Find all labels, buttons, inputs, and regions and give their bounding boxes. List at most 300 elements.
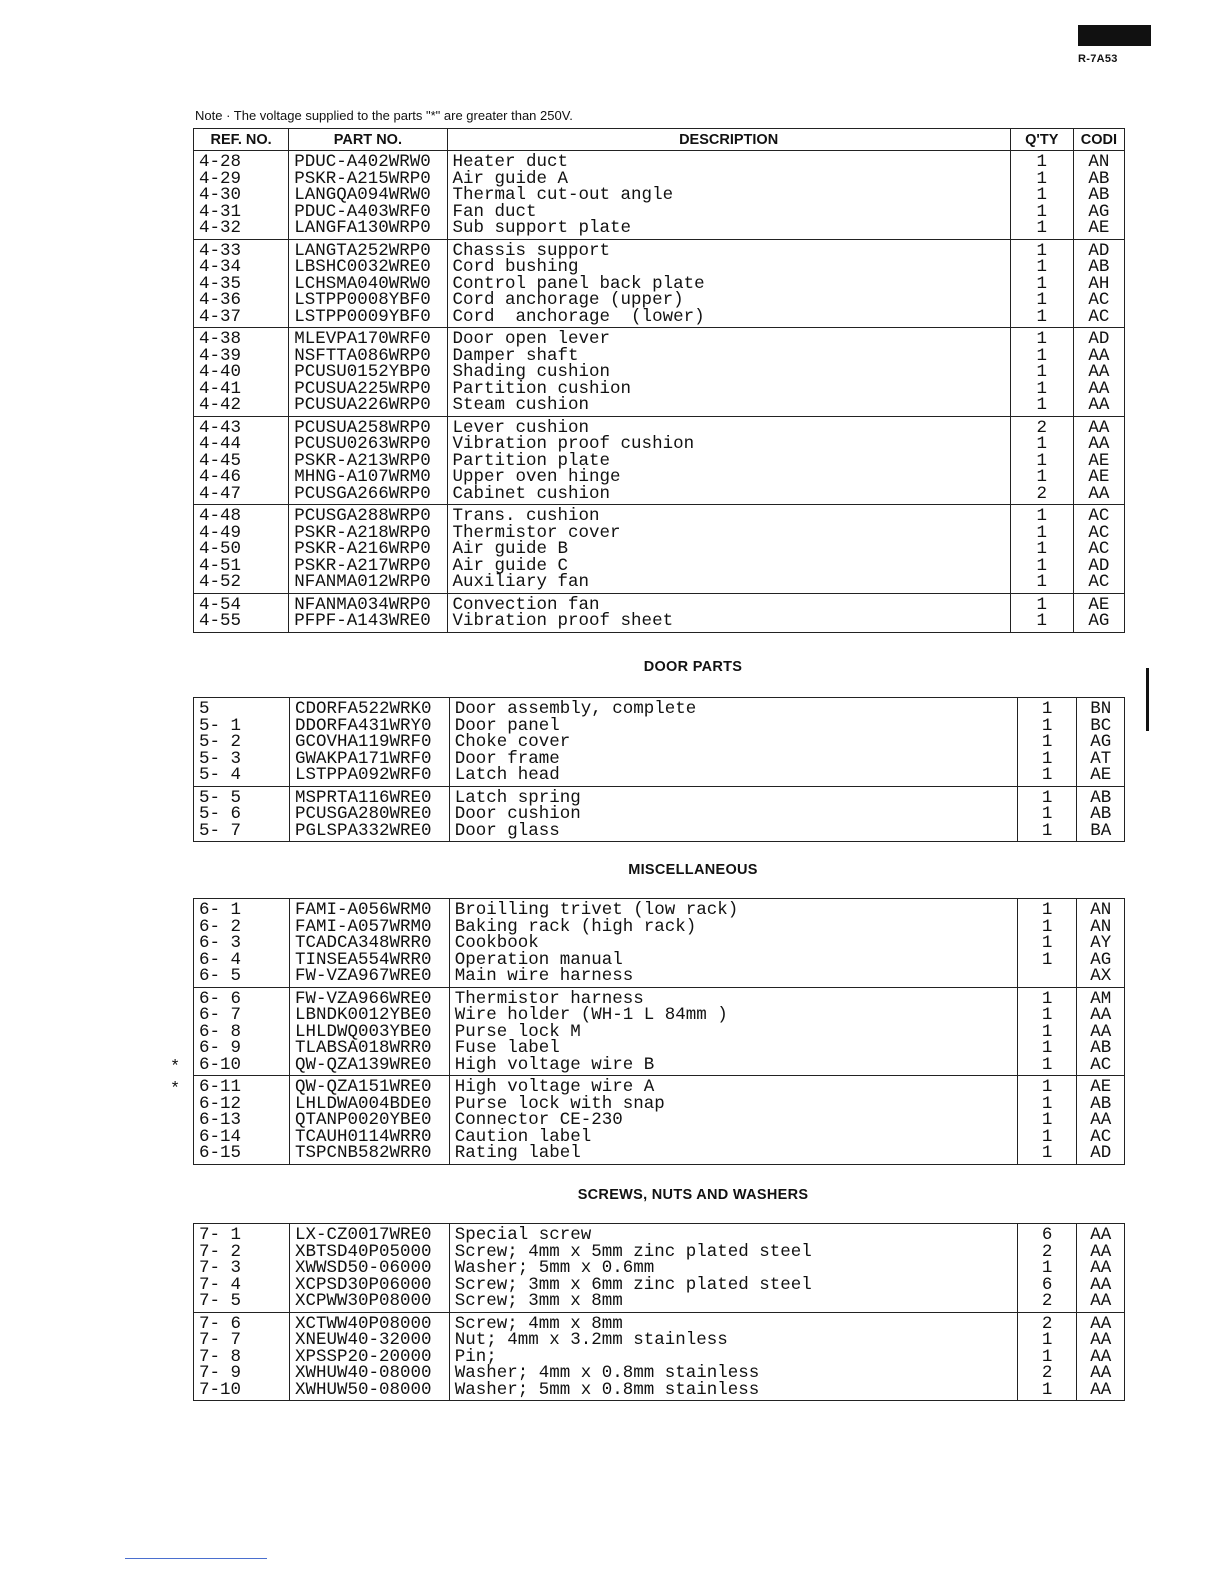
qty-cell: 2 <box>1017 1312 1077 1332</box>
table-row <box>194 968 1125 987</box>
qty-cell: 1 <box>1010 613 1073 632</box>
qty-cell: 1 <box>1017 1349 1077 1366</box>
qty-cell: 1 <box>1017 718 1077 735</box>
qty-cell: 1 <box>1010 453 1073 470</box>
code-cell: AN <box>1077 919 1125 936</box>
table-row <box>194 1224 1125 1244</box>
part-no-cell: PFPF-A143WRE0 <box>289 613 447 632</box>
code-cell: AC <box>1073 309 1124 328</box>
description-cell: Screw; 4mm x 5mm zinc plated steel <box>449 1244 1017 1261</box>
ref-no-cell: 7- 2 <box>194 1244 290 1261</box>
qty-cell: 1 <box>1017 1332 1077 1349</box>
description-cell: Heater duct <box>447 151 1010 171</box>
qty-cell: 1 <box>1017 899 1077 919</box>
ref-no-cell: 6- 3 <box>194 935 290 952</box>
qty-cell: 6 <box>1017 1224 1077 1244</box>
qty-cell: 1 <box>1010 239 1073 259</box>
description-cell: Control panel back plate <box>447 276 1010 293</box>
ref-no-cell: 4-36 <box>194 292 289 309</box>
part-no-cell: TCAUH0114WRR0 <box>290 1129 450 1146</box>
code-cell: AA <box>1077 1293 1125 1312</box>
part-no-cell: NSFTTA086WRP0 <box>289 348 447 365</box>
ref-no-cell: 6- 7 <box>194 1007 290 1024</box>
qty-cell: 1 <box>1017 1260 1077 1277</box>
table-row <box>194 593 1125 613</box>
description-cell: Latch head <box>449 767 1017 786</box>
description-cell: Purse lock M <box>449 1024 1017 1041</box>
code-cell: AY <box>1077 935 1125 952</box>
description-cell: Wire holder (WH-1 L 84mm ) <box>449 1007 1017 1024</box>
ref-no-cell: 7- 3 <box>194 1260 290 1277</box>
qty-cell: 1 <box>1017 1096 1077 1113</box>
qty-cell: 1 <box>1017 1040 1077 1057</box>
ref-no-cell: 4-52 <box>194 574 289 593</box>
description-cell: Air guide B <box>447 541 1010 558</box>
part-no-cell: FAMI-A057WRM0 <box>290 919 450 936</box>
qty-cell: 1 <box>1010 574 1073 593</box>
table-row <box>194 786 1125 806</box>
code-cell: AC <box>1073 574 1124 593</box>
part-no-cell: XNEUW40-32000 <box>290 1332 450 1349</box>
description-cell: Thermistor cover <box>447 525 1010 542</box>
qty-cell: 2 <box>1010 416 1073 436</box>
part-no-cell: TLABSA018WRR0 <box>290 1040 450 1057</box>
code-cell: AD <box>1077 1145 1125 1164</box>
description-cell: Sub support plate <box>447 220 1010 239</box>
description-cell: High voltage wire A <box>449 1076 1017 1096</box>
qty-cell: 1 <box>1017 767 1077 786</box>
ref-no-cell: 4-48 <box>194 505 289 525</box>
code-cell: AE <box>1073 220 1124 239</box>
description-cell: Cabinet cushion <box>447 486 1010 505</box>
description-cell: Screw; 4mm x 8mm <box>449 1312 1017 1332</box>
ref-no-cell: 4-39 <box>194 348 289 365</box>
table-row <box>194 416 1125 436</box>
part-no-cell: TINSEA554WRR0 <box>290 952 450 969</box>
description-cell: Convection fan <box>447 593 1010 613</box>
table-row <box>194 397 1125 416</box>
part-no-cell: LANGQA094WRW0 <box>289 187 447 204</box>
part-no-cell: XWHUW50-08000 <box>290 1382 450 1401</box>
description-cell: Washer; 5mm x 0.8mm stainless <box>449 1382 1017 1401</box>
qty-cell: 1 <box>1010 593 1073 613</box>
qty-cell: 1 <box>1010 259 1073 276</box>
ref-no-cell: 7-10 <box>194 1382 290 1401</box>
ref-no-cell: 6- 2 <box>194 919 290 936</box>
part-no-cell: MSPRTA116WRE0 <box>290 786 450 806</box>
table-row <box>194 151 1125 171</box>
col-ref-no: REF. NO. <box>194 129 289 151</box>
code-cell: AB <box>1073 187 1124 204</box>
ref-no-cell: 4-34 <box>194 259 289 276</box>
code-cell: AD <box>1073 239 1124 259</box>
table-row <box>194 328 1125 348</box>
description-cell: Connector CE-230 <box>449 1112 1017 1129</box>
part-no-cell: LHLDWQ003YBE0 <box>290 1024 450 1041</box>
part-no-cell: QW-QZA151WRE0 <box>290 1076 450 1096</box>
qty-cell: 1 <box>1010 348 1073 365</box>
description-cell: Steam cushion <box>447 397 1010 416</box>
code-cell: AD <box>1073 328 1124 348</box>
description-cell: Air guide C <box>447 558 1010 575</box>
code-cell: AX <box>1077 968 1125 987</box>
ref-no-cell: 4-41 <box>194 381 289 398</box>
description-cell: Door assembly, complete <box>449 698 1017 718</box>
ref-no-cell: 6- 1 <box>194 899 290 919</box>
description-cell: Damper shaft <box>447 348 1010 365</box>
part-no-cell: LANGTA252WRP0 <box>289 239 447 259</box>
parts-table-cabinet <box>193 128 1125 633</box>
part-no-cell: PCUSGA280WRE0 <box>290 806 450 823</box>
high-voltage-marker: * <box>170 1058 181 1077</box>
ref-no-cell: 4-49 <box>194 525 289 542</box>
ref-no-cell: 7- 1 <box>194 1224 290 1244</box>
ref-no-cell: 4-29 <box>194 171 289 188</box>
qty-cell: 2 <box>1017 1244 1077 1261</box>
code-cell: AC <box>1073 292 1124 309</box>
parts-table-door <box>193 697 1125 842</box>
part-no-cell: GWAKPA171WRF0 <box>290 751 450 768</box>
ref-no-cell: 5- 5 <box>194 786 290 806</box>
part-no-cell: LHLDWA004BDE0 <box>290 1096 450 1113</box>
description-cell: Fan duct <box>447 204 1010 221</box>
part-no-cell: PSKR-A217WRP0 <box>289 558 447 575</box>
ref-no-cell: 4-46 <box>194 469 289 486</box>
description-cell: Vibration proof cushion <box>447 436 1010 453</box>
qty-cell: 1 <box>1010 204 1073 221</box>
page-corner-tab <box>1078 25 1151 46</box>
part-no-cell: MHNG-A107WRM0 <box>289 469 447 486</box>
high-voltage-marker: * <box>170 1080 181 1099</box>
ref-no-cell: 5- 2 <box>194 734 290 751</box>
qty-cell: 2 <box>1010 486 1073 505</box>
qty-cell: 1 <box>1010 220 1073 239</box>
ref-no-cell: 7- 4 <box>194 1277 290 1294</box>
ref-no-cell: 4-45 <box>194 453 289 470</box>
part-no-cell: LX-CZ0017WRE0 <box>290 1224 450 1244</box>
code-cell: AA <box>1077 1349 1125 1366</box>
qty-cell: 1 <box>1017 1076 1077 1096</box>
part-no-cell: TCADCA348WRR0 <box>290 935 450 952</box>
description-cell: Caution label <box>449 1129 1017 1146</box>
qty-cell: 1 <box>1017 1007 1077 1024</box>
code-cell: AB <box>1077 806 1125 823</box>
part-no-cell: PCUSU0152YBP0 <box>289 364 447 381</box>
description-cell: Cord anchorage (lower) <box>447 309 1010 328</box>
ref-no-cell: 6-13 <box>194 1112 290 1129</box>
code-cell: BC <box>1077 718 1125 735</box>
table-header-row <box>194 129 1125 151</box>
code-cell: AA <box>1073 348 1124 365</box>
code-cell: AH <box>1073 276 1124 293</box>
description-cell: Cord bushing <box>447 259 1010 276</box>
qty-cell: 1 <box>1017 919 1077 936</box>
part-no-cell: PSKR-A218WRP0 <box>289 525 447 542</box>
description-cell: Partition cushion <box>447 381 1010 398</box>
description-cell: Thermistor harness <box>449 987 1017 1007</box>
code-cell: AA <box>1077 1382 1125 1401</box>
ref-no-cell: 5- 7 <box>194 823 290 842</box>
description-cell: Vibration proof sheet <box>447 613 1010 632</box>
part-no-cell: LSTPP0009YBF0 <box>289 309 447 328</box>
ref-no-cell: 5- 1 <box>194 718 290 735</box>
description-cell: Shading cushion <box>447 364 1010 381</box>
ref-no-cell: 4-54 <box>194 593 289 613</box>
table-row <box>194 1057 1125 1076</box>
description-cell: Rating label <box>449 1145 1017 1164</box>
part-no-cell: PDUC-A402WRW0 <box>289 151 447 171</box>
ref-no-cell: 5- 6 <box>194 806 290 823</box>
description-cell: Nut; 4mm x 3.2mm stainless <box>449 1332 1017 1349</box>
heading-screws-nuts-washers: SCREWS, NUTS AND WASHERS <box>577 1187 809 1203</box>
table-row <box>194 1145 1125 1164</box>
heading-miscellaneous: MISCELLANEOUS <box>628 862 758 878</box>
qty-cell: 1 <box>1010 558 1073 575</box>
ref-no-cell: 4-43 <box>194 416 289 436</box>
table-row <box>194 309 1125 328</box>
qty-cell: 1 <box>1017 1112 1077 1129</box>
ref-no-cell: 6-14 <box>194 1129 290 1146</box>
code-cell: AE <box>1073 593 1124 613</box>
code-cell: AE <box>1073 469 1124 486</box>
description-cell: Chassis support <box>447 239 1010 259</box>
description-cell: Lever cushion <box>447 416 1010 436</box>
part-no-cell: FW-VZA967WRE0 <box>290 968 450 987</box>
ref-no-cell: 5- 4 <box>194 767 290 786</box>
description-cell: Partition plate <box>447 453 1010 470</box>
ref-no-cell: 6- 6 <box>194 987 290 1007</box>
qty-cell: 1 <box>1010 525 1073 542</box>
qty-cell: 1 <box>1010 381 1073 398</box>
part-no-cell: DDORFA431WRY0 <box>290 718 450 735</box>
description-cell: Fuse label <box>449 1040 1017 1057</box>
qty-cell: 1 <box>1017 823 1077 842</box>
ref-no-cell: 4-37 <box>194 309 289 328</box>
qty-cell: 1 <box>1010 505 1073 525</box>
part-no-cell: PSKR-A215WRP0 <box>289 171 447 188</box>
code-cell: AA <box>1077 1244 1125 1261</box>
ref-no-cell: 4-55 <box>194 613 289 632</box>
table-row <box>194 698 1125 718</box>
part-no-cell: PDUC-A403WRF0 <box>289 204 447 221</box>
table-row <box>194 486 1125 505</box>
table-row <box>194 239 1125 259</box>
table-row <box>194 574 1125 593</box>
ref-no-cell: 4-50 <box>194 541 289 558</box>
code-cell: AA <box>1073 381 1124 398</box>
qty-cell: 1 <box>1017 1145 1077 1164</box>
code-cell: AD <box>1073 558 1124 575</box>
qty-cell: 1 <box>1010 436 1073 453</box>
ref-no-cell: 4-51 <box>194 558 289 575</box>
description-cell: Cord anchorage (upper) <box>447 292 1010 309</box>
ref-no-cell: 7- 9 <box>194 1365 290 1382</box>
part-no-cell: PCUSUA225WRP0 <box>289 381 447 398</box>
qty-cell: 1 <box>1017 806 1077 823</box>
ref-no-cell: 6- 5 <box>194 968 290 987</box>
description-cell: Special screw <box>449 1224 1017 1244</box>
code-cell: BA <box>1077 823 1125 842</box>
part-no-cell: LBNDK0012YBE0 <box>290 1007 450 1024</box>
description-cell: Screw; 3mm x 6mm zinc plated steel <box>449 1277 1017 1294</box>
qty-cell: 1 <box>1017 935 1077 952</box>
col-description: DESCRIPTION <box>447 129 1010 151</box>
description-cell: Door frame <box>449 751 1017 768</box>
description-cell: Air guide A <box>447 171 1010 188</box>
ref-no-cell: 6-15 <box>194 1145 290 1164</box>
description-cell: Choke cover <box>449 734 1017 751</box>
qty-cell: 1 <box>1010 397 1073 416</box>
ref-no-cell: 6-12 <box>194 1096 290 1113</box>
code-cell: AA <box>1073 486 1124 505</box>
code-cell: AG <box>1077 952 1125 969</box>
part-no-cell: LSTPP0008YBF0 <box>289 292 447 309</box>
table-row <box>194 1382 1125 1401</box>
description-cell: Operation manual <box>449 952 1017 969</box>
voltage-note: Note · The voltage supplied to the parts "*" are greater than 250V. <box>195 108 573 123</box>
code-cell: AA <box>1077 1112 1125 1129</box>
code-cell: AN <box>1077 899 1125 919</box>
ref-no-cell: 4-38 <box>194 328 289 348</box>
qty-cell: 1 <box>1017 786 1077 806</box>
code-cell: AE <box>1073 453 1124 470</box>
ref-no-cell: 6- 8 <box>194 1024 290 1041</box>
code-cell: AA <box>1077 1332 1125 1349</box>
part-no-cell: PCUSGA288WRP0 <box>289 505 447 525</box>
part-no-cell: NFANMA012WRP0 <box>289 574 447 593</box>
description-cell: Baking rack (high rack) <box>449 919 1017 936</box>
part-no-cell: LSTPPA092WRF0 <box>290 767 450 786</box>
code-cell: AM <box>1077 987 1125 1007</box>
ref-no-cell: 7- 6 <box>194 1312 290 1332</box>
code-cell: AB <box>1077 1096 1125 1113</box>
code-cell: AT <box>1077 751 1125 768</box>
qty-cell <box>1017 968 1077 987</box>
qty-cell: 1 <box>1017 1382 1077 1401</box>
parts-table-misc <box>193 898 1125 1165</box>
part-no-cell: LANGFA130WRP0 <box>289 220 447 239</box>
code-cell: AA <box>1077 1365 1125 1382</box>
margin-change-bar <box>1146 668 1149 731</box>
code-cell: AB <box>1073 259 1124 276</box>
code-cell: AA <box>1077 1007 1125 1024</box>
part-no-cell: QW-QZA139WRE0 <box>290 1057 450 1076</box>
description-cell: Upper oven hinge <box>447 469 1010 486</box>
table-row <box>194 1312 1125 1332</box>
description-cell: Door cushion <box>449 806 1017 823</box>
description-cell: Washer; 5mm x 0.6mm <box>449 1260 1017 1277</box>
code-cell: AA <box>1073 436 1124 453</box>
code-cell: AA <box>1077 1024 1125 1041</box>
description-cell: Pin; <box>449 1349 1017 1366</box>
table-row <box>194 823 1125 842</box>
qty-cell: 1 <box>1010 276 1073 293</box>
footer-rule <box>125 1558 267 1559</box>
description-cell: Screw; 3mm x 8mm <box>449 1293 1017 1312</box>
ref-no-cell: 4-35 <box>194 276 289 293</box>
table-row <box>194 899 1125 919</box>
part-no-cell: XCPWW30P08000 <box>290 1293 450 1312</box>
description-cell: Main wire harness <box>449 968 1017 987</box>
code-cell: AA <box>1077 1260 1125 1277</box>
part-no-cell: NFANMA034WRP0 <box>289 593 447 613</box>
ref-no-cell: 4-28 <box>194 151 289 171</box>
description-cell: Trans. cushion <box>447 505 1010 525</box>
qty-cell: 1 <box>1010 171 1073 188</box>
table-row <box>194 505 1125 525</box>
ref-no-cell: 5- 3 <box>194 751 290 768</box>
part-no-cell: MLEVPA170WRF0 <box>289 328 447 348</box>
parts-table-screws <box>193 1223 1125 1401</box>
col-qty: Q'TY <box>1010 129 1073 151</box>
qty-cell: 1 <box>1010 292 1073 309</box>
table-row <box>194 220 1125 239</box>
table-row <box>194 613 1125 632</box>
description-cell: Door panel <box>449 718 1017 735</box>
part-no-cell: TSPCNB582WRR0 <box>290 1145 450 1164</box>
qty-cell: 1 <box>1017 1057 1077 1076</box>
code-cell: BN <box>1077 698 1125 718</box>
code-cell: AA <box>1073 364 1124 381</box>
qty-cell: 1 <box>1010 151 1073 171</box>
qty-cell: 2 <box>1017 1365 1077 1382</box>
code-cell: AC <box>1073 525 1124 542</box>
code-cell: AE <box>1077 767 1125 786</box>
ref-no-cell: 5 <box>194 698 290 718</box>
qty-cell: 1 <box>1010 541 1073 558</box>
ref-no-cell: 6-11 <box>194 1076 290 1096</box>
part-no-cell: FW-VZA966WRE0 <box>290 987 450 1007</box>
code-cell: AG <box>1077 734 1125 751</box>
ref-no-cell: 7- 7 <box>194 1332 290 1349</box>
code-cell: AE <box>1077 1076 1125 1096</box>
qty-cell: 1 <box>1017 734 1077 751</box>
ref-no-cell: 4-33 <box>194 239 289 259</box>
part-no-cell: XWWSD50-06000 <box>290 1260 450 1277</box>
description-cell: Washer; 4mm x 0.8mm stainless <box>449 1365 1017 1382</box>
table-row <box>194 767 1125 786</box>
model-number: R-7A53 <box>1078 53 1118 65</box>
part-no-cell: PSKR-A216WRP0 <box>289 541 447 558</box>
part-no-cell: XWHUW40-08000 <box>290 1365 450 1382</box>
part-no-cell: PSKR-A213WRP0 <box>289 453 447 470</box>
code-cell: AC <box>1077 1057 1125 1076</box>
code-cell: AN <box>1073 151 1124 171</box>
code-cell: AB <box>1077 786 1125 806</box>
part-no-cell: XCPSD30P06000 <box>290 1277 450 1294</box>
col-code: CODI <box>1073 129 1124 151</box>
ref-no-cell: 7- 8 <box>194 1349 290 1366</box>
part-no-cell: PCUSU0263WRP0 <box>289 436 447 453</box>
part-no-cell: PCUSUA258WRP0 <box>289 416 447 436</box>
code-cell: AC <box>1073 505 1124 525</box>
ref-no-cell: 4-47 <box>194 486 289 505</box>
description-cell: Door glass <box>449 823 1017 842</box>
description-cell: Broilling trivet (low rack) <box>449 899 1017 919</box>
ref-no-cell: 6- 4 <box>194 952 290 969</box>
part-no-cell: QTANP0020YBE0 <box>290 1112 450 1129</box>
part-no-cell: PCUSUA226WRP0 <box>289 397 447 416</box>
code-cell: AC <box>1077 1129 1125 1146</box>
code-cell: AA <box>1077 1277 1125 1294</box>
part-no-cell: LCHSMA040WRW0 <box>289 276 447 293</box>
qty-cell: 1 <box>1017 751 1077 768</box>
code-cell: AB <box>1073 171 1124 188</box>
qty-cell: 1 <box>1017 698 1077 718</box>
description-cell: Thermal cut-out angle <box>447 187 1010 204</box>
ref-no-cell: 4-32 <box>194 220 289 239</box>
ref-no-cell: 4-42 <box>194 397 289 416</box>
